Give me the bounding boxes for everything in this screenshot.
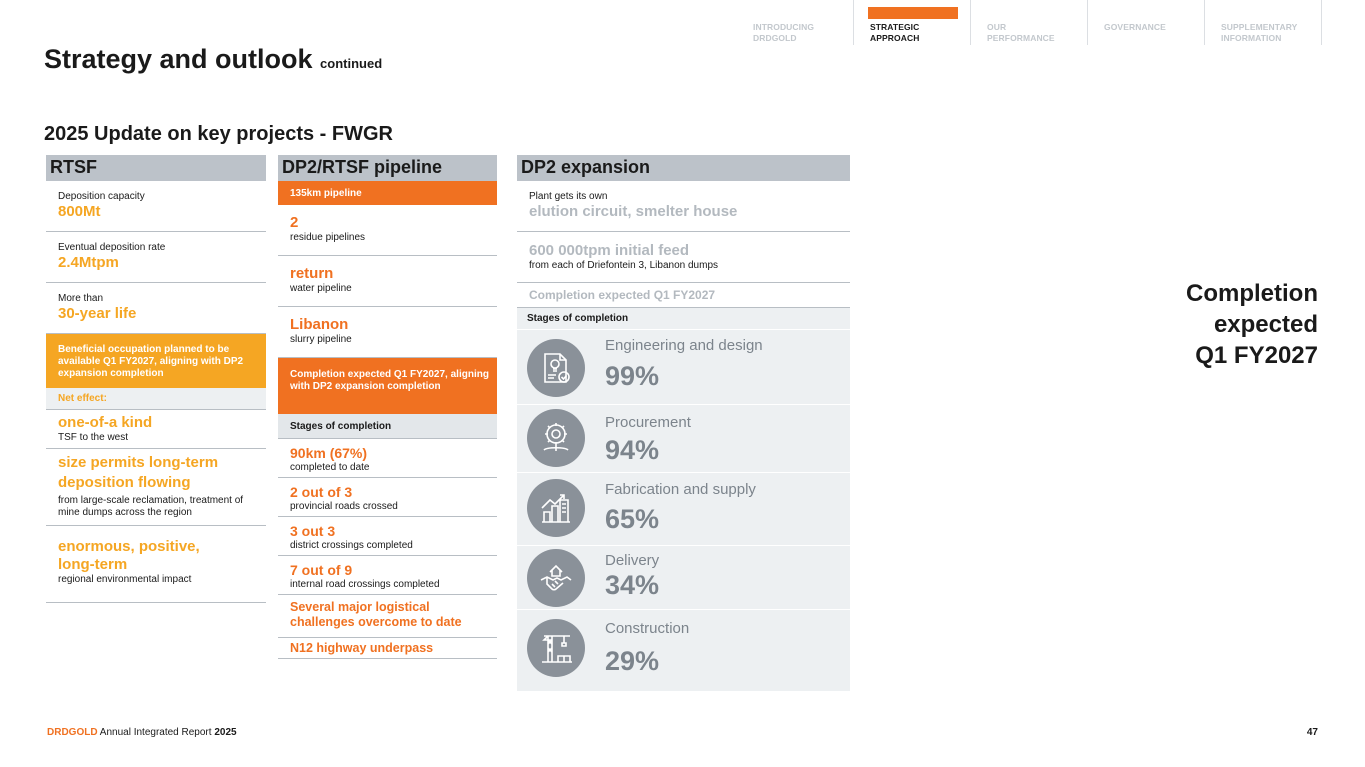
dp2-item: [517, 232, 850, 283]
net-effect-desc: TSF to the west: [58, 432, 129, 443]
net-effect-item: [46, 449, 266, 526]
pipeline-item-desc: slurry pipeline: [290, 334, 352, 345]
handshake-icon: [527, 549, 585, 607]
pipeline-completion-banner: Completion expected Q1 FY2027, aligning with DP2 expansion completion: [278, 358, 497, 414]
dp2-stage-name: Construction: [605, 620, 690, 637]
factory-growth-icon: [527, 479, 585, 537]
net-effect-value: one-of-a kind: [58, 414, 153, 431]
pipeline-stage: [278, 517, 497, 556]
dp2-stages-panel: [517, 308, 850, 692]
rtsf-item: [46, 181, 266, 232]
rtsf-item-value: 30-year life: [58, 305, 137, 322]
rtsf-item-value: 2.4Mtpm: [58, 254, 119, 271]
pipeline-header: DP2/RTSF pipeline: [278, 155, 497, 181]
pipeline-stage-value: 3 out 3: [290, 523, 336, 539]
page-title: [44, 44, 382, 75]
pipeline-item: [278, 256, 497, 307]
section-title: 2025 Update on key projects - FWGR: [44, 123, 393, 145]
rtsf-column: [46, 155, 266, 603]
pipeline-item-value: 2: [290, 214, 299, 231]
dp2-item-label: Plant gets its own: [529, 191, 608, 202]
pipeline-item-desc: residue pipelines: [290, 232, 366, 243]
pipeline-item-value: return: [290, 265, 334, 282]
rtsf-item-label: More than: [58, 293, 104, 304]
footer-text: Annual Integrated Report: [99, 727, 212, 738]
document-lightbulb-icon: [527, 339, 585, 397]
dp2-stage-percent: 94%: [605, 435, 660, 465]
net-effect-desc: regional environmental impact: [58, 574, 192, 585]
dp2-stage-name: Engineering and design: [605, 337, 763, 354]
pipeline-stage: [278, 439, 497, 478]
pipeline-stage-desc: provincial roads crossed: [290, 501, 398, 512]
dp2-stage-name: Fabrication and supply: [605, 481, 756, 498]
dp2-item-desc: from each of Driefontein 3, Libanon dumps: [529, 260, 718, 271]
tab-introducing-drdgold[interactable]: INTRODUCING DRDGOLD: [737, 0, 854, 45]
dp2-stage-percent: 65%: [605, 504, 660, 534]
dp2-stage-percent: 34%: [605, 570, 660, 600]
rtsf-item: [46, 232, 266, 283]
dp2-stage-row: [517, 546, 850, 610]
net-effect-item: [46, 410, 266, 449]
rtsf-item-label: Eventual deposition rate: [58, 242, 166, 253]
footer: [47, 727, 237, 738]
crane-icon: [527, 619, 585, 677]
dp2-stages-label: Stages of completion: [517, 308, 850, 330]
dp2-stage-percent: 29%: [605, 646, 660, 676]
pipeline-stage-desc: internal road crossings completed: [290, 579, 440, 590]
rtsf-item-label: Deposition capacity: [58, 191, 145, 202]
footer-year: 2025: [214, 727, 237, 738]
dp2-stage-row: [517, 405, 850, 473]
pipeline-item: [278, 205, 497, 256]
pipeline-stage: [278, 478, 497, 517]
dp2-stage-row: [517, 610, 850, 692]
pipeline-stages-label: Stages of completion: [278, 414, 497, 439]
pipeline-column: [278, 155, 497, 659]
dp2-column: [517, 155, 850, 692]
rtsf-occupation-banner: Beneficial occupation planned to be available Q1 FY2027, aligning with DP2 expansion completion: [46, 334, 266, 388]
pipeline-stage: [278, 638, 497, 659]
dp2-item-value: 600 000tpm initial feed: [529, 242, 690, 259]
dp2-header: DP2 expansion: [517, 155, 850, 181]
pipeline-item-desc: water pipeline: [290, 283, 352, 294]
pipeline-item-value: Libanon: [290, 316, 349, 333]
dp2-stage-row: [517, 330, 850, 405]
tab-governance[interactable]: GOVERNANCE: [1088, 0, 1205, 45]
net-effect-desc: from large-scale reclamation, treatment of mine dumps across the region: [58, 495, 244, 518]
dp2-stage-name: Delivery: [605, 552, 660, 569]
pipeline-stage-desc: district crossings completed: [290, 540, 413, 551]
rtsf-item: [46, 283, 266, 334]
section-nav: [737, 0, 1322, 45]
dp2-completion-line: Completion expected Q1 FY2027: [517, 283, 850, 308]
net-effect-value: enormous, positive, long-term: [58, 538, 200, 573]
pipeline-stage-desc: completed to date: [290, 462, 370, 473]
pipeline-stage-value: 2 out of 3: [290, 484, 353, 500]
tab-strategic-approach[interactable]: STRATEGIC APPROACH: [854, 0, 971, 45]
rtsf-header: RTSF: [46, 155, 266, 181]
pipeline-item: [278, 307, 497, 358]
pipeline-stage-value: 7 out of 9: [290, 562, 353, 578]
footer-brand: DRDGOLD: [47, 727, 98, 738]
procurement-gear-icon: [527, 409, 585, 467]
rtsf-item-value: 800Mt: [58, 203, 101, 220]
pipeline-stage: [278, 556, 497, 595]
pipeline-stage-value: 90km (67%): [290, 445, 368, 461]
pipeline-length-tag: 135km pipeline: [278, 181, 497, 205]
tab-our-performance[interactable]: OUR PERFORMANCE: [971, 0, 1088, 45]
completion-callout: Completion expected Q1 FY2027: [1186, 280, 1318, 369]
dp2-stage-name: Procurement: [605, 414, 691, 431]
dp2-item: [517, 181, 850, 232]
pipeline-stage-value: N12 highway underpass: [290, 641, 434, 655]
net-effect-item: [46, 526, 266, 603]
page-number: 47: [1306, 727, 1318, 738]
tab-supplementary-information[interactable]: SUPPLEMENTARY INFORMATION: [1205, 0, 1322, 45]
page-title-text: Strategy and outlook: [44, 44, 313, 74]
dp2-stage-row: [517, 473, 850, 546]
net-effect-label: Net effect:: [46, 388, 266, 410]
pipeline-stage-value: Several major logistical challenges overcome to date: [290, 600, 462, 629]
dp2-stage-percent: 99%: [605, 361, 660, 391]
net-effect-value: size permits long-term deposition flowing: [58, 454, 219, 491]
dp2-item-value: elution circuit, smelter house: [529, 203, 738, 220]
pipeline-stage: [278, 595, 497, 638]
page-title-suffix: continued: [320, 56, 383, 71]
